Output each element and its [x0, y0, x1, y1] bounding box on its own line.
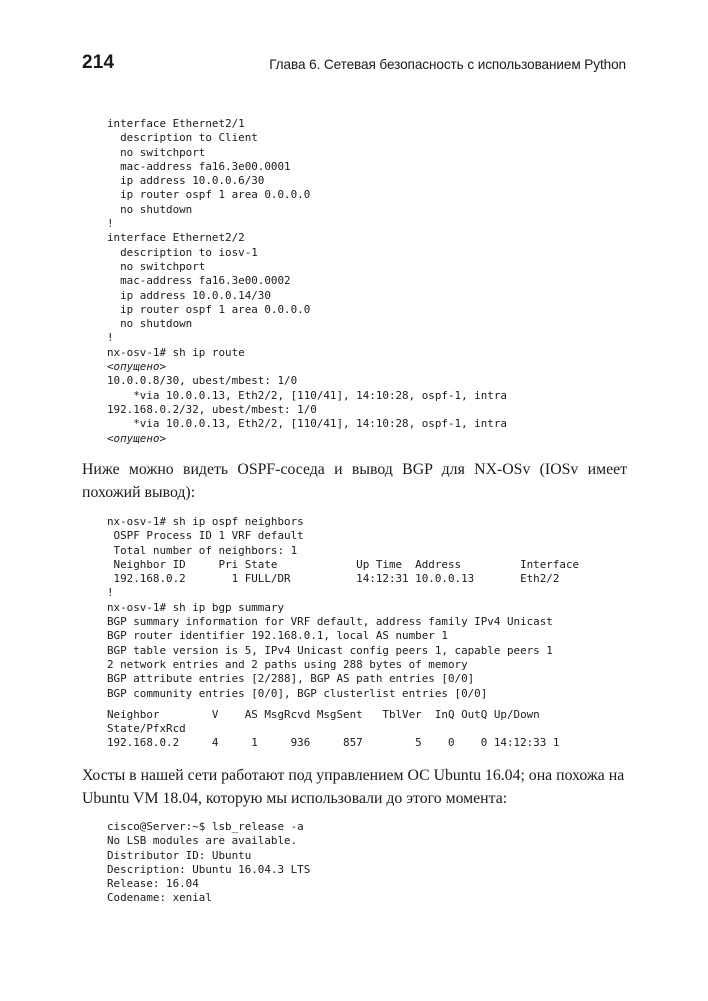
- code-line: !: [107, 586, 114, 600]
- code-line: OSPF Process ID 1 VRF default: [107, 529, 304, 543]
- code-line: ip address 10.0.0.6/30: [107, 174, 265, 188]
- code-block-lsb-release: [107, 820, 310, 906]
- code-line: Total number of neighbors: 1: [107, 543, 298, 557]
- code-block-ospf-bgp-output: [107, 515, 579, 751]
- code-line: !: [107, 217, 114, 231]
- code-line: mac-address fa16.3e00.0002: [107, 274, 291, 288]
- code-blank-line: [107, 701, 579, 708]
- code-line: ip router ospf 1 area 0.0.0.0: [107, 188, 311, 202]
- code-line: no shutdown: [107, 202, 193, 216]
- code-line: !: [107, 331, 114, 345]
- code-line: BGP router identifier 192.168.0.1, local AS number 1: [107, 629, 448, 643]
- page-number: 214: [82, 52, 115, 73]
- running-header-chapter-title: Глава 6. Сетевая безопасность с использованием Python: [269, 57, 626, 72]
- code-line: description to Client: [107, 131, 258, 145]
- code-line: nx-osv-1# sh ip bgp summary: [107, 600, 285, 614]
- code-line: nx-osv-1# sh ip ospf neighbors: [107, 515, 304, 528]
- code-line: *via 10.0.0.13, Eth2/2, [110/41], 14:10:28, ospf-1, intra: [107, 417, 507, 431]
- body-paragraph-ospf-bgp: Ниже можно видеть OSPF-соседа и вывод BGP для NX-OSv (IOSv имеет похожий вывод):: [82, 461, 627, 501]
- code-line: Description: Ubuntu 16.04.3 LTS: [107, 862, 311, 876]
- code-block-interface-config: [107, 117, 507, 446]
- code-line: 2 network entries and 2 paths using 288 bytes of memory: [107, 657, 468, 671]
- code-line: No LSB modules are available.: [107, 834, 298, 848]
- code-line: nx-osv-1# sh ip route: [107, 345, 245, 359]
- code-line: description to iosv-1: [107, 245, 258, 259]
- code-line: Neighbor ID Pri State Up Time Address Interface: [107, 557, 580, 571]
- code-line: mac-address fa16.3e00.0001: [107, 159, 291, 173]
- code-line: interface Ethernet2/2: [107, 231, 245, 245]
- code-line: no shutdown: [107, 317, 193, 331]
- code-line: *via 10.0.0.13, Eth2/2, [110/41], 14:10:28, ospf-1, intra: [107, 388, 507, 402]
- code-line: Release: 16.04: [107, 877, 199, 891]
- code-line: 10.0.0.8/30, ubest/mbest: 1/0: [107, 374, 298, 388]
- code-line-omitted-marker: <опущено>: [107, 360, 167, 374]
- code-line: BGP community entries [0/0], BGP clusterlist entries [0/0]: [107, 686, 488, 700]
- code-line: 192.168.0.2 4 1 936 857 5 0 0 14:12:33 1: [107, 736, 560, 750]
- code-line: 192.168.0.2/32, ubest/mbest: 1/0: [107, 402, 317, 416]
- code-line: ip address 10.0.0.14/30: [107, 288, 271, 302]
- code-line: BGP attribute entries [2/288], BGP AS path entries [0/0]: [107, 672, 475, 686]
- code-line: Distributor ID: Ubuntu: [107, 848, 252, 862]
- code-line: cisco@Server:~$ lsb_release -a: [107, 820, 304, 833]
- code-line: Neighbor V AS MsgRcvd MsgSent TblVer InQ OutQ Up/Down: [107, 707, 540, 721]
- code-line: BGP summary information for VRF default, address family IPv4 Unicast: [107, 615, 553, 629]
- code-line-omitted-marker: <опущено>: [107, 431, 167, 445]
- code-line: no switchport: [107, 145, 206, 159]
- code-line: ip router ospf 1 area 0.0.0.0: [107, 302, 311, 316]
- code-line: State/PfxRcd: [107, 722, 186, 736]
- code-line: interface Ethernet2/1: [107, 117, 245, 130]
- code-line: 192.168.0.2 1 FULL/DR 14:12:31 10.0.0.13 Eth2/2: [107, 572, 560, 586]
- code-line: no switchport: [107, 259, 206, 273]
- code-line: Codename: xenial: [107, 891, 212, 905]
- code-line: BGP table version is 5, IPv4 Unicast config peers 1, capable peers 1: [107, 643, 553, 657]
- body-paragraph-ubuntu-hosts: Хосты в нашей сети работают под управлением ОС Ubuntu 16.04; она похожа на Ubuntu VM 18.04, которую мы использовали до этого момента:: [82, 767, 625, 807]
